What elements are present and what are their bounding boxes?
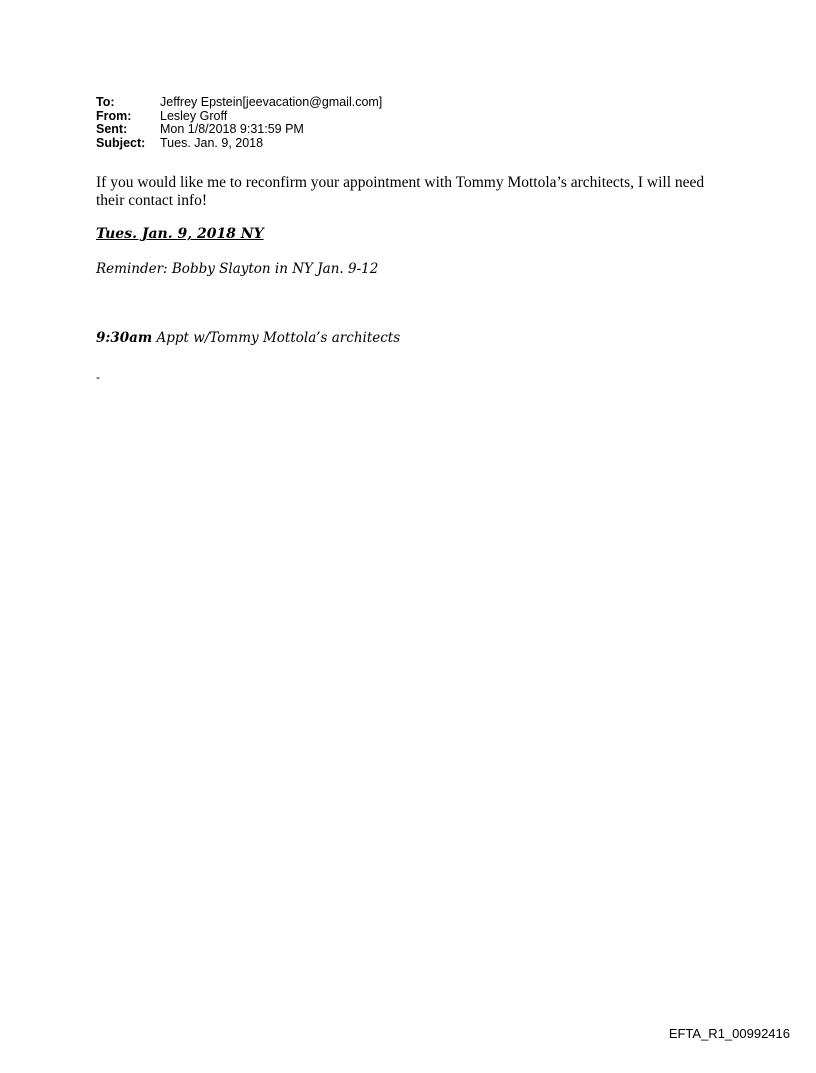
appointment-text: Appt w/Tommy Mottola’s architects: [152, 330, 401, 346]
from-label: From:: [96, 108, 132, 123]
document-id: EFTA_R1_00992416: [668, 1026, 790, 1041]
to-row: [96, 96, 382, 110]
from-row: [96, 110, 382, 124]
from-value: Lesley Groff: [160, 108, 228, 123]
subject-label: Subject:: [96, 135, 146, 150]
sent-row: [96, 123, 382, 137]
schedule-heading: Tues. Jan. 9, 2018 NY: [96, 226, 264, 242]
email-header: [96, 96, 382, 150]
sent-label: Sent:: [96, 122, 128, 136]
subject-row: [96, 137, 382, 151]
email-message: If you would like me to reconfirm your appointment with Tommy Mottola’s architects, I will need their contact info!: [96, 174, 705, 209]
to-label: To:: [96, 95, 115, 109]
reminder-line: Reminder: Bobby Slayton in NY Jan. 9-12: [96, 261, 379, 277]
to-value: Jeffrey Epstein[jeevacation@gmail.com]: [160, 95, 383, 109]
sent-value: Mon 1/8/2018 9:31:59 PM: [160, 122, 304, 136]
appointment-time: 9:30am: [96, 330, 153, 346]
subject-value: Tues. Jan. 9, 2018: [160, 135, 264, 150]
appointment-line: [96, 330, 400, 346]
dash-mark: -: [96, 370, 100, 384]
